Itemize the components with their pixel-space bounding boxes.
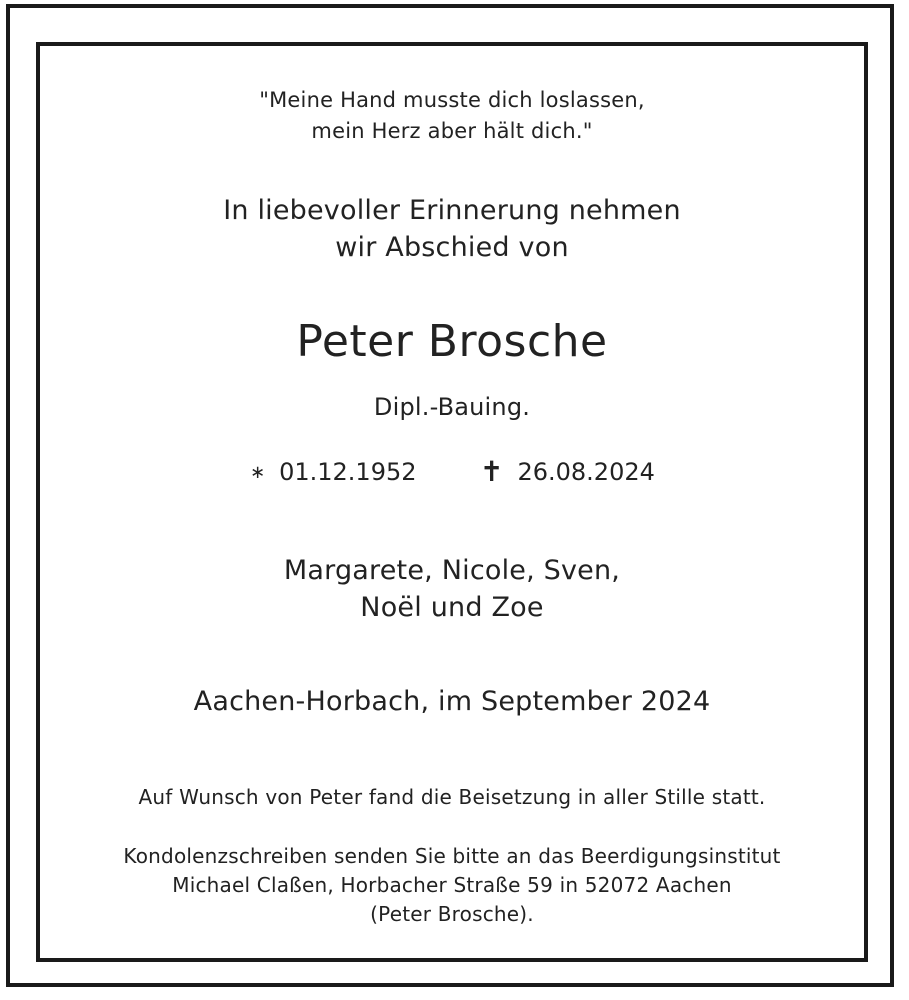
deceased-title: Dipl.-Bauing. (373, 393, 531, 421)
condolence-line-2: Michael Claßen, Horbacher Straße 59 in 52072 Aachen (172, 873, 732, 897)
family-line-1: Margarete, Nicole, Sven, (283, 555, 621, 586)
burial-note: Auf Wunsch von Peter fand die Beisetzung in aller Stille statt. (138, 785, 766, 809)
intro-line-1: In liebevoller Erinnerung nehmen (223, 195, 681, 226)
life-dates (36, 455, 868, 494)
death-cross-icon: ✝ (480, 455, 504, 488)
birth-date: 01.12.1952 (279, 458, 417, 486)
condolence-line-3: (Peter Brosche). (370, 902, 534, 926)
birth-date-group (250, 458, 417, 486)
family-line-2: Noël und Zoe (360, 592, 544, 623)
condolence-line-1: Kondolenzschreiben senden Sie bitte an das Beerdigungsinstitut (123, 844, 781, 868)
quote-line-2: mein Herz aber hält dich." (311, 119, 593, 143)
birth-star-icon: ∗ (250, 461, 266, 483)
deceased-name: Peter Brosche (296, 316, 608, 367)
intro-line-2: wir Abschied von (335, 232, 569, 263)
death-date: 26.08.2024 (517, 458, 655, 486)
inner-frame (36, 42, 868, 962)
quote-line-1: "Meine Hand musste dich loslassen, (259, 88, 645, 112)
death-date-group (480, 455, 655, 488)
place-date: Aachen-Horbach, im September 2024 (193, 686, 711, 717)
